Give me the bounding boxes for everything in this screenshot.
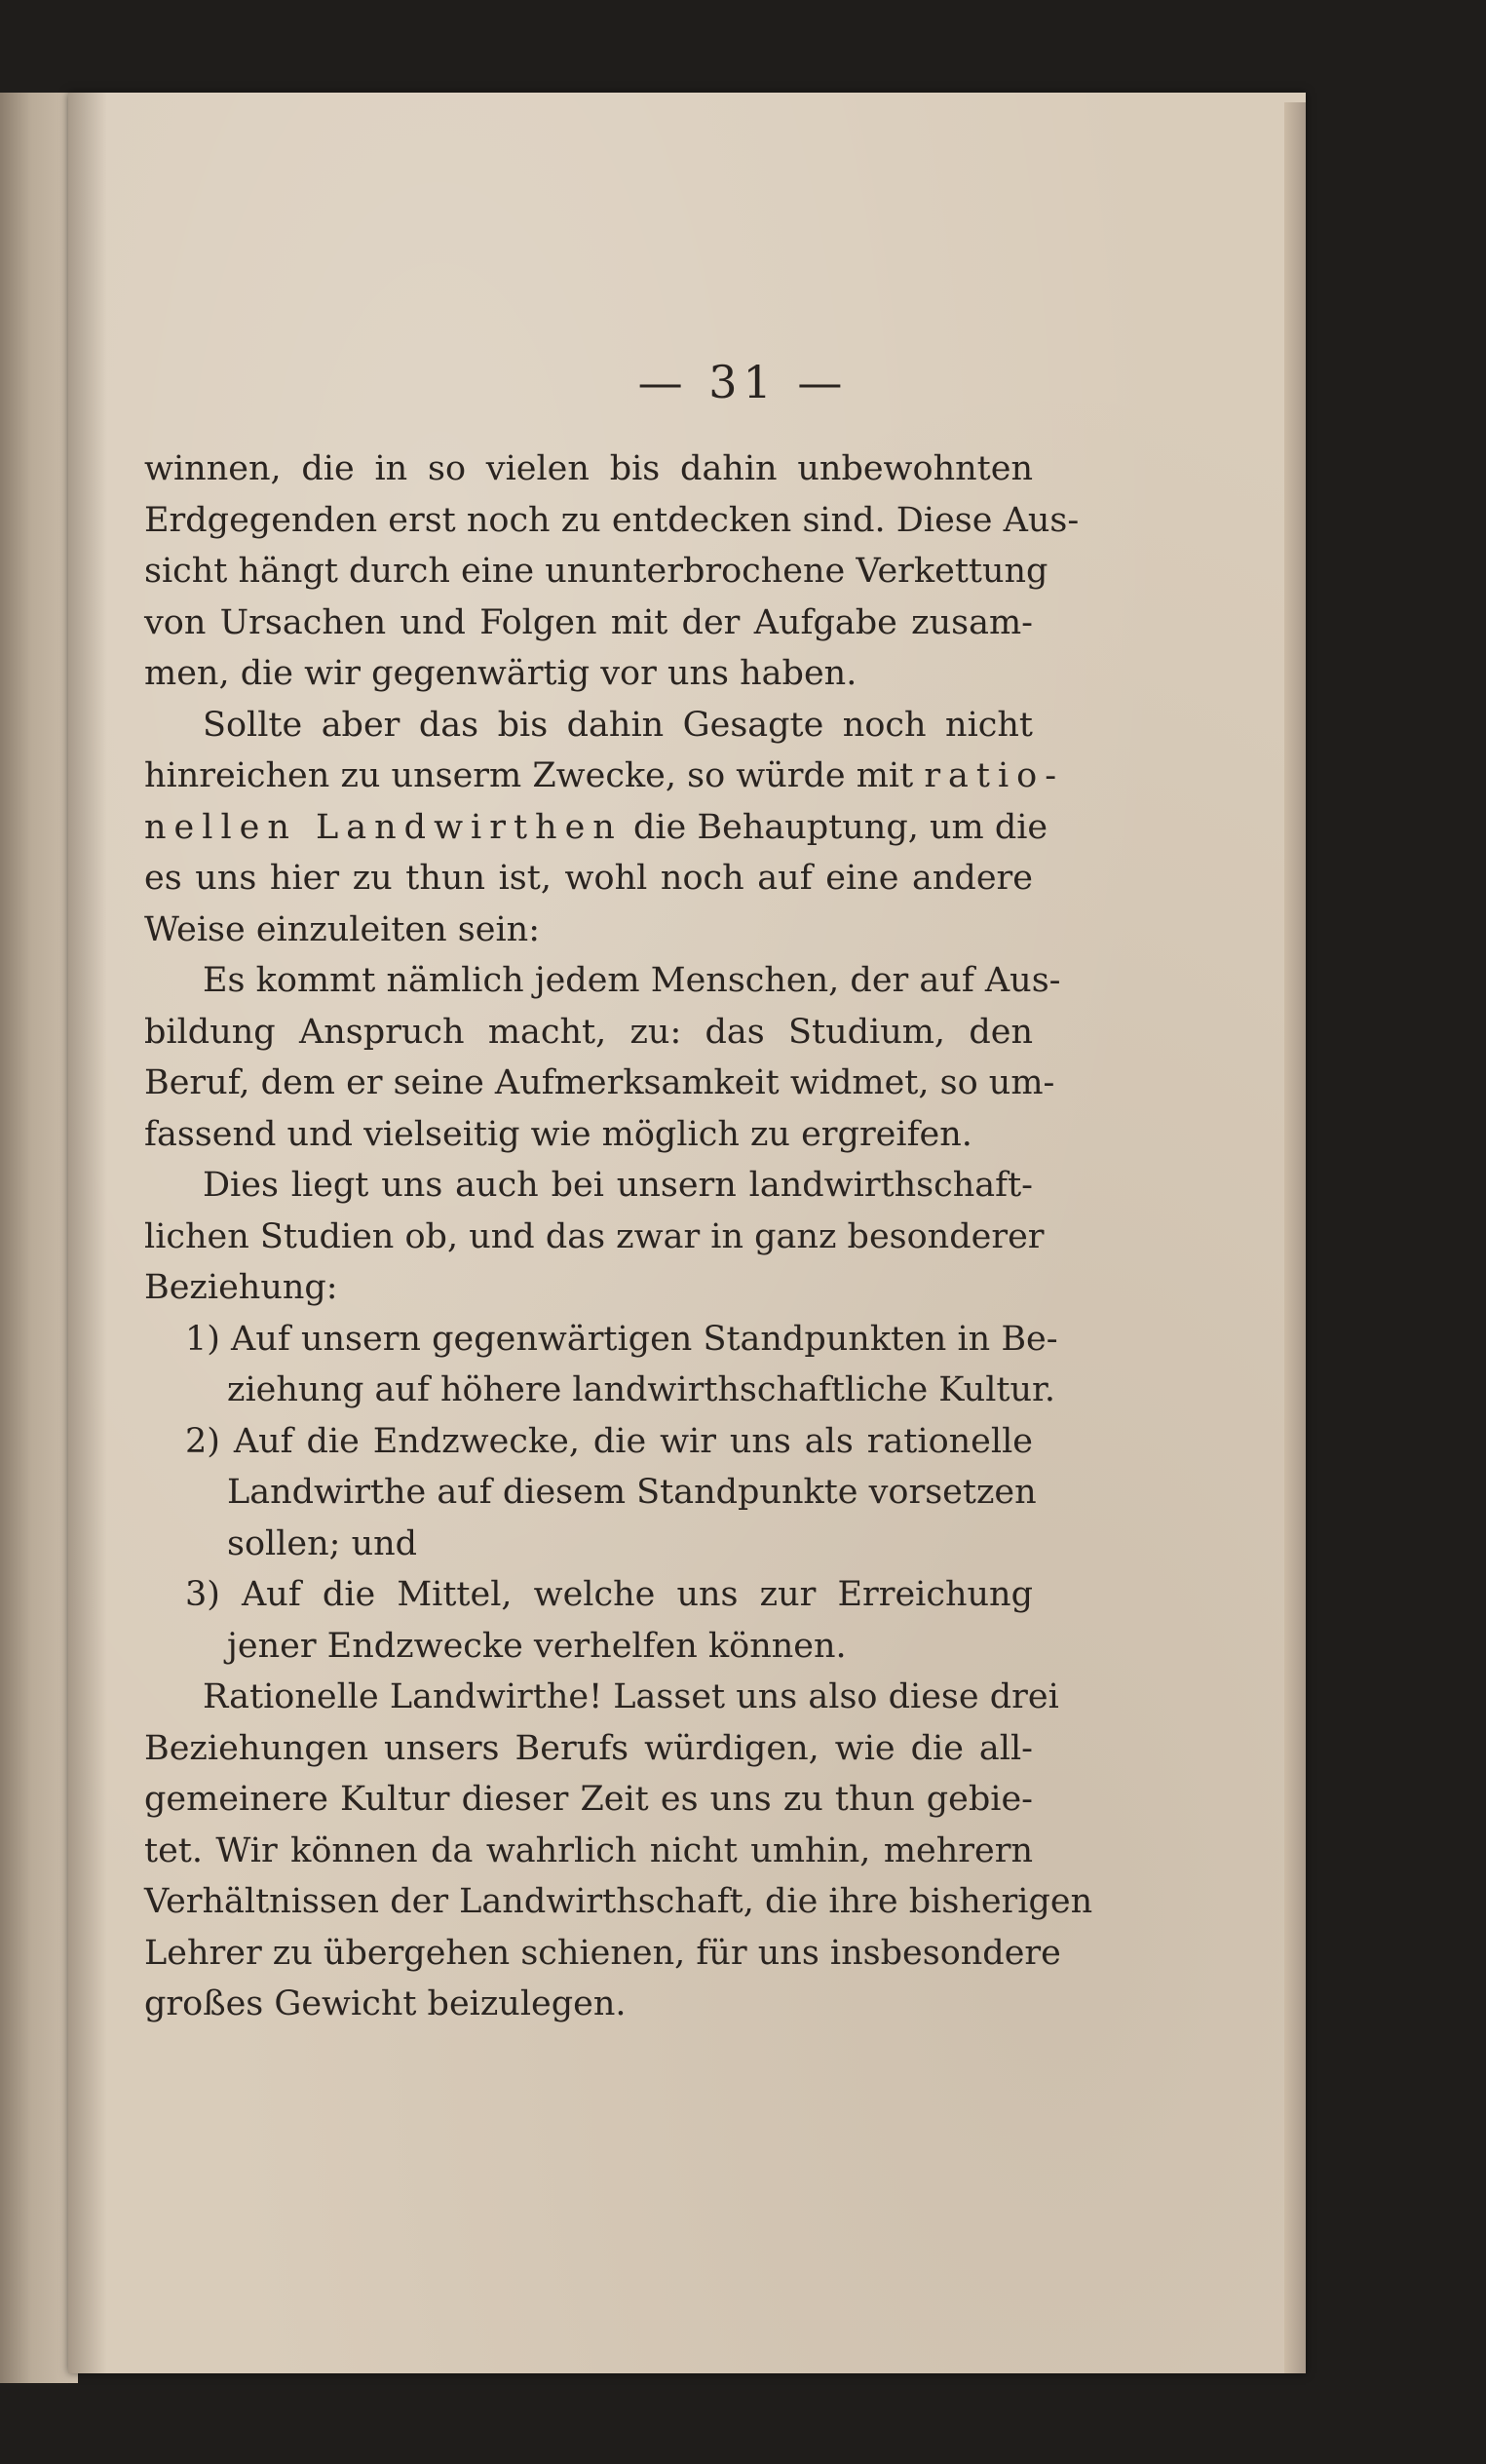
text-line: es uns hier zu thun ist, wohl noch auf eine andere (144, 859, 1033, 898)
text-line: gemeinere Kultur dieser Zeit es uns zu thun gebie- (144, 1780, 1033, 1819)
text-line: von Ursachen und Folgen mit der Aufgabe zusam- (144, 602, 1033, 642)
text-line: Rationelle Landwirthe! Lasset uns also diese drei (203, 1677, 1059, 1716)
list-item-line: jener Endzwecke verhelfen können. (227, 1626, 847, 1666)
text-line: hinreichen zu unserm Zwecke, so würde mit ratio- (144, 756, 1065, 795)
text-line: Weise einzuleiten sein: (144, 909, 541, 949)
text-line: nellen Landwirthen die Behauptung, um die (144, 807, 1048, 847)
text-line: Verhältnissen der Landwirthschaft, die ihre bisherigen (144, 1882, 1093, 1921)
text-line: Lehrer zu übergehen schienen, für uns insbesondere (144, 1933, 1061, 1973)
list-item-line: 2) Auf die Endzwecke, die wir uns als rationelle (185, 1421, 1033, 1461)
list-item-line: Landwirthe auf diesem Standpunkte vorsetzen (227, 1473, 1037, 1512)
text-line: Beruf, dem er seine Aufmerksamkeit widmet, so um- (144, 1063, 1055, 1102)
text-line: großes Gewicht beizulegen. (144, 1984, 627, 2023)
list-item-line: 1) Auf unsern gegenwärtigen Standpunkten in Be- (185, 1319, 1058, 1359)
gutter-shadow (68, 93, 107, 2373)
text-line: Erdgegenden erst noch zu entdecken sind. Diese Aus- (144, 500, 1080, 540)
page-number: — 31 — (637, 356, 849, 408)
text-line: Dies liegt uns auch bei unsern landwirthschaft- (203, 1166, 1033, 1205)
text-line: Beziehungen unsers Berufs würdigen, wie die all- (144, 1728, 1033, 1768)
emphasized-word: ratio- (924, 756, 1065, 795)
text-line: winnen, die in so vielen bis dahin unbewohnten (144, 449, 1033, 488)
text-line: fassend und vielseitig wie möglich zu ergreifen. (144, 1114, 972, 1154)
emphasized-word: nellen Landwirthen (144, 807, 623, 847)
list-item-line: ziehung auf höhere landwirthschaftliche Kultur. (227, 1370, 1056, 1409)
text-line: lichen Studien ob, und das zwar in ganz besonderer (144, 1216, 1045, 1256)
text-line: Beziehung: (144, 1268, 338, 1307)
text-line: men, die wir gegenwärtig vor uns haben. (144, 654, 857, 693)
page-edge (1284, 102, 1306, 2373)
text-line: Es kommt nämlich jedem Menschen, der auf Aus- (203, 961, 1061, 1000)
body-text (144, 443, 1093, 2030)
list-item-line: 3) Auf die Mittel, welche uns zur Erreichung (185, 1575, 1033, 1614)
text-line: bildung Anspruch macht, zu: das Studium, den (144, 1012, 1033, 1052)
text-line: Sollte aber das bis dahin Gesagte noch nicht (203, 705, 1033, 745)
adjacent-page-edge (0, 93, 78, 2383)
list-item-line: sollen; und (227, 1523, 418, 1563)
text-line: sicht hängt durch eine ununterbrochene Verkettung (144, 552, 1048, 591)
text-line: tet. Wir können da wahrlich nicht umhin, mehrern (144, 1830, 1033, 1870)
